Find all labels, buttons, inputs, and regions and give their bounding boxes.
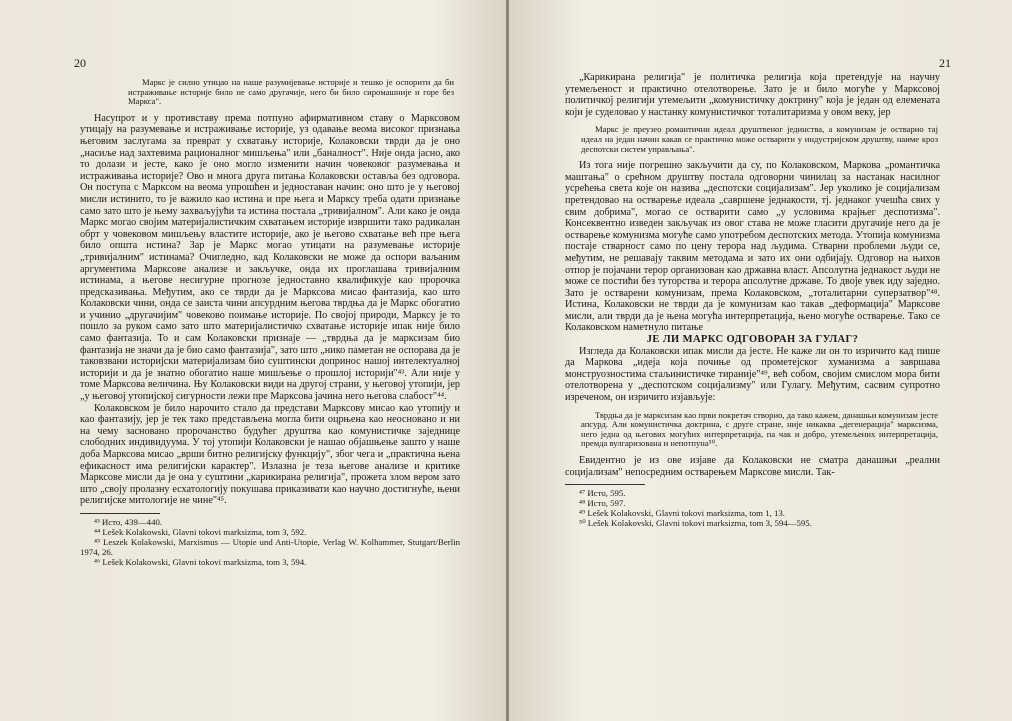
footnote: ⁴⁶ Lešek Kolakowski, Glavni tokovi marksizma, tom 3, 594. <box>94 556 307 567</box>
footnote: ⁴⁹ Lešek Kolakovski, Glavni tokovi marksizma, tom 1, 13. <box>579 508 785 519</box>
section-heading: ЈЕ ЛИ МАРКС ОДГОВОРАН ЗА ГУЛАГ? <box>646 334 859 346</box>
paragraph: Колаковском је било нарочито стало да представи Марксову мисао као утопију и као фантазију, јер је тек тако представљена могла бити оцрњена као неосновано и ни на чему засновано пророчанство будућег друштва као комунистичке заједнице слободних индивидуума. У тој утопији Колаковски је нашао објашњење зашто у наше доба Марксова мисао „врши битно религијску функцију", због чега и „практична њена ефикасност има религијски карактер". Излазна је теза његове анализе и критике Марксове мисли да је она у суштини „карикирана религија", прожета злом вером зато што „своју пролазну есхатологију покушава приказивати као научно достигнуће, њени религијске митологије не чине"⁴⁵. <box>80 402 460 507</box>
footnote: ⁴⁷ Исто, 595. <box>579 488 626 499</box>
footnote: ⁴⁵ Leszek Kolakowski, Marxismus — Utopie und Anti-Utopie, Verlag W. Kolhammer, Stutgart/Berlin 1974, 26. <box>80 536 460 557</box>
block-quote: Тврдња да је марксизам као први покретач створио, да тако кажем, данашњи комунизам јесте апсурд. Али комунистичка доктрина, с друге стране, није никаква „дегенерација" марксизма, него једна од његових могућих интерпретација, па чак и добро, утемељених интерпретација, премда вулгаризована и непотпуна⁵⁰. <box>581 409 938 449</box>
paragraph: Изгледа да Колаковски ипак мисли да јесте. Не каже ли он то изричито кад пише да Маркова „идеја која почиње од прометејског хуманизма а завршава монструозностима стаљинистичке тираније"⁴⁹, већ собом, својим смислом мора бити отелотворена у „деспотском социјализму" или Гулагу. Међутим, сасвим супротно изреченом, он изричито изјављује: <box>565 345 940 404</box>
block-quote: Маркс је преузео романтични идеал друштвеног јединства, а комунизам је остварио тај идеал на један начин какав се практично може остварити у индустријском друштву, наиме кроз деспотски систем управљања". <box>581 124 938 154</box>
paragraph: Из тога није погрешно закључити да су, по Колаковском, Маркова „романтичка маштања" о срећном друштву постала одговорни чинилац за настанак насилног усрећења света које он назива „деспотски социјализам". Јер уколико је социјализам претендовао на остварење идеала „савршене једнакости, тј. једнаког учешћа свих у свим добрима", могао се остварити само „у условима крајњег деспотизма". Консеквентно изведен закључак из овог става не може гласити другачије него да је остварење комунизма могуће само употребом деспотских метода. Утопија комунизма постаје стварност само по цену терора над људима. Стварни проблеми људи се, међутим, не решавају таквим методама и зато их они одбијају. Одговор на њихов отпор је појачани терор организован као државна власт. Апсолутна једнакост људи не може се постићи без туторства и терора апсолутне државе. То двоје увек иду заједно. Зато је остварени комунизам, према Колаковском, „тоталитарни суперзатвор"⁴⁸. Истина, Колаковски не тврди да је комунизам као такав „деформација" Марксове мисли, али тврди да је њена могућа интерпретација, њено могуће остварење. Тако се Колаковском наметнуло питање <box>565 160 940 334</box>
paragraph: Насупрот и у противставу према потпуно афирмативном ставу о Марксовом утицају на разумевање и истраживање историје, уз одавање веома високог признања његовим заслугама за преврат у схватању историје, Колаковски тврди да је оно „насиље над захтевима рационалног мишљења" или „баналност". Није онда јасно, ако то долази и јесте, како је оно могло изменити начин човековог разумевања и истраживања историје? Ово и многа друга питања Колаковски оставља без одговора. Он поступа с Марксом на веома упрошћен и једноставан начин: оно што је у његовој мисли истинито, то је важило као истина и пре њега и Марксу треба одати признање само зато што је њему захваљујући та истина постала „тривијалном". Али како је онда Маркс могао својим материјалистичким схватањем историје извршити тако радикалан обрт у човековом мишљењу властите историје, ако је његово схватање већ пре њега било општа истина? Зар је Маркс могао утицати на разумевање историје „тривијалним" истинама? Очигледно, кад Колаковски не може да оспори ваљаним аргументима Марксове анализе и закључке, онда их проглашава тривијалним истинама, а његове несигурне прогнозе једноставно квалификује као пророчка предсказивања. Међутим, ако се тврди да је Марксова мисао фантазија, као што Колаковски чини, онда се заиста чини апсурдним његова тврдња да је Маркс обогатио и учинио „другачијим" човеково поимање историје. По својој природи, Марксу је то пошло за руком само зато што материјалистичко схватање историје ипак није било само фантазија. То и сам Колаковски признаје — „тврдња да је марксизам био фантазија не значи да је био само фантазија", зато што „нико паметан не оспорава да је таковзвани историјски материјализам био суштински допринос нашој интелектуалној историји и да је знатно обогатио наше мишљење о прошлој историји"⁴³. Али није у томе Марксова величина. Њу Колаковски види на другој страни, у његовој утопији, јер „у његовој утопијској сигурности лежи пре Марксова јачина него његова слабост"⁴⁴. <box>80 112 460 403</box>
paragraph: „Карикирана религија" је политичка религија која претендује на научну утемељеност и практично отелотворење. Зато је и било могуће у Марксовој политичкој религији утемељити „комунистичку доктрину" која је један од елемената који је суделовао у настанку комунистичког тоталитаризма у овом веку, јер <box>565 72 940 118</box>
footnote-rule <box>565 484 645 485</box>
block-quote: Маркс је силно утицао на наше разумијевање историје и тешко је оспорити да би истраживање историје било не само другачије, него би било сиромашније и горе без Маркса". <box>128 77 454 107</box>
footnote: ⁴⁸ Исто, 597. <box>579 498 626 509</box>
right-page <box>509 0 1012 721</box>
page-number-left: 20 <box>74 56 86 70</box>
footnote: ⁴⁴ Lešek Kolakowski, Glavni tokovi marksizma, tom 3, 592. <box>94 526 307 537</box>
footnote: ⁴³ Исто, 439—440. <box>94 516 163 527</box>
paragraph: Евидентно је из ове изјаве да Колаковски не сматра данашњи „реални социјализам" непосредним остварењем Марксове мисли. Так- <box>565 455 940 478</box>
footnote-rule <box>80 513 160 514</box>
footnote: ⁵⁰ Lešek Kolakovski, Glavni tokovi marksizma, tom 3, 594—595. <box>579 518 812 529</box>
right-page-body <box>565 72 940 528</box>
left-page-body <box>80 76 460 567</box>
page-number-right: 21 <box>939 56 951 70</box>
